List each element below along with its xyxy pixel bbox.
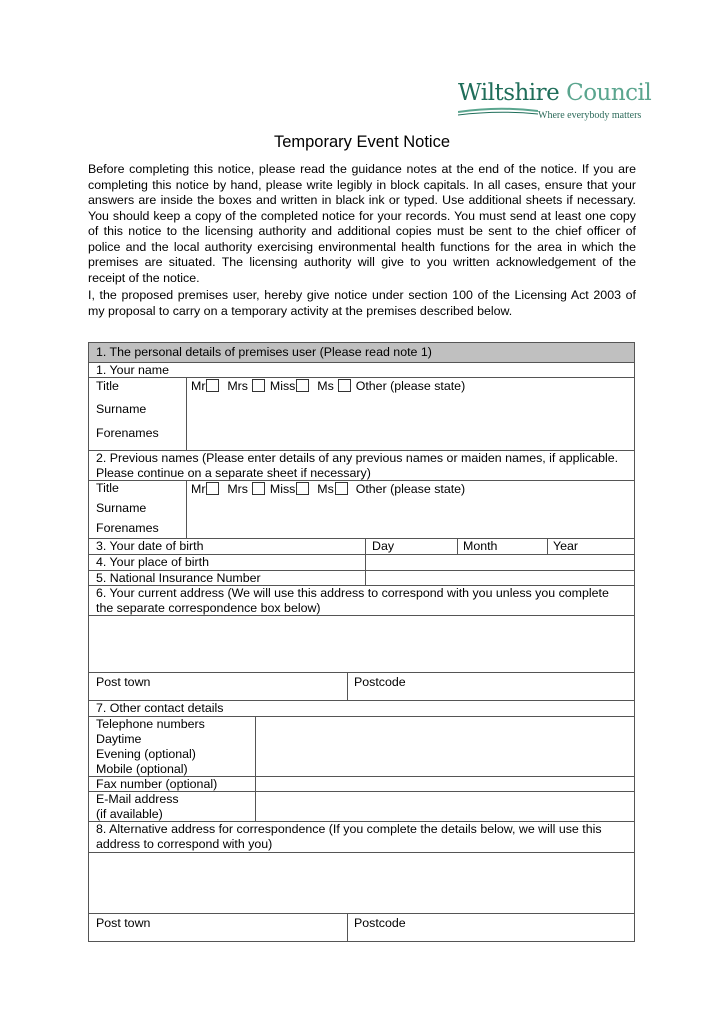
section-header: 1. The personal details of premises user (Please read note 1) [89,343,634,363]
prev-mrs-checkbox[interactable] [252,482,265,495]
logo-tagline: Where everybody matters [538,110,642,121]
dob-year[interactable]: Year [553,539,579,553]
prev-mr-checkbox[interactable] [206,482,219,495]
address-row: 6. Your current address (We will use this address to correspond with you unless you complete the separate correspondence box below) [89,586,634,616]
alt-post-town-row[interactable]: Post town Postcode [89,914,634,942]
address-field[interactable] [89,616,634,673]
telephone-block[interactable]: Telephone numbers Daytime Evening (optional) Mobile (optional) [89,717,634,777]
miss-checkbox[interactable] [296,379,309,392]
ms-checkbox[interactable] [338,379,351,392]
post-town-row[interactable]: Post town Postcode [89,673,634,701]
council-logo [458,80,652,121]
prev-ms-checkbox[interactable] [335,482,348,495]
dob-month[interactable]: Month [463,539,498,553]
previous-name-block: Title Surname Forenames Mr Mrs Miss Ms Other (please state) [89,481,634,539]
wave-icon [458,106,538,116]
page-title: Temporary Event Notice [273,133,451,151]
dob-row: 3. Your date of birth Day Month Year [89,539,634,555]
previous-names-row: 2. Previous names (Please enter details of any previous names or maiden names, if applicable. Please continue on a separate sheet if necessary) [89,451,634,481]
email-row[interactable]: E-Mail address (if available) [89,792,634,822]
fax-row[interactable]: Fax number (optional) [89,777,634,792]
contact-row: 7. Other contact details [89,701,634,717]
logo-name-1: Wiltshire [458,80,560,106]
name-block: Title Surname Forenames Mr Mrs Miss Ms Other (please state) [89,378,634,451]
logo-name-2: Council [566,80,652,106]
previous-title-options: Mr Mrs Miss Ms Other (please state) [191,482,466,496]
mrs-checkbox[interactable] [252,379,265,392]
mr-checkbox[interactable] [206,379,219,392]
declaration-text: I, the proposed premises user, hereby give notice under section 100 of the Licensing Act 2003 of my proposal to carry on a temporary activity at the premises described below. [88,288,636,318]
personal-details-form [88,342,635,942]
alt-address-row: 8. Alternative address for correspondence (If you complete the details below, we will use this address to correspond with you) [89,822,634,853]
dob-day[interactable]: Day [372,539,395,553]
ni-row[interactable]: 5. National Insurance Number [89,571,634,586]
your-name-row: 1. Your name [89,363,634,378]
place-of-birth-row[interactable]: 4. Your place of birth [89,555,634,571]
title-options: Mr Mrs Miss Ms Other (please state) [191,379,466,393]
intro-text: Before completing this notice, please read the guidance notes at the end of the notice. If you are completing this notice by hand, please write legibly in block capitals. In all cases, ensure that your answers are inside the boxes and written in black ink or typed. Use additional sheets if necessary. You should keep a copy of the completed notice for your records. You must send at least one copy of this notice to the licensing authority and additional copies must be sent to the chief officer of police and the local authority exercising environmental health functions for the area in which the premises are situated. The licensing authority will give to you written acknowledgement of the receipt of the notice. [88,162,636,285]
alt-address-field[interactable] [89,853,634,914]
prev-miss-checkbox[interactable] [296,482,309,495]
